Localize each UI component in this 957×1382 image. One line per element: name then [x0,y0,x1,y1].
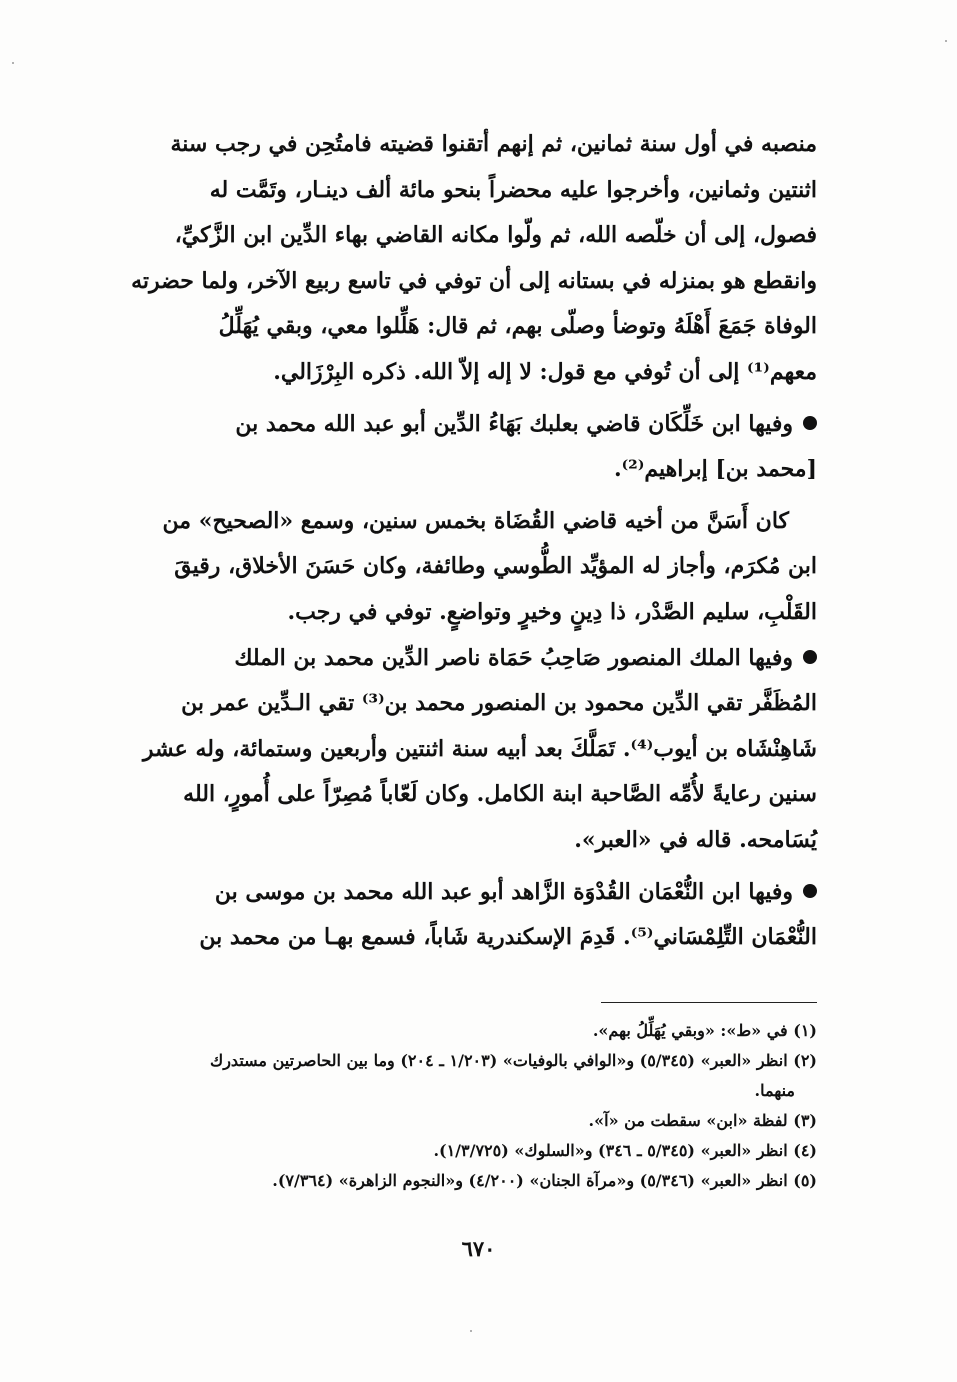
scan-speck [12,62,14,64]
footnote-2-continued: منهما. [754,1081,795,1100]
scan-speck [945,40,947,42]
page-number: ٦٧٠ [461,1236,496,1261]
footnotes [103,1016,817,1196]
scan-speck [470,1330,472,1332]
text-line: وانقطع هو بمنزله في بستانه إلى أن توفي في تاسع ربيع الآخر، ولما حضرته [131,267,817,294]
footnote-3: (٣) لفظة «ابن» سقطت من «آ». [588,1111,817,1130]
text-line: القَلْبِ، سليم الصَّدْر، ذا دِينٍ وخيرٍ وتواضعٍ. توفي في رجب. [287,598,817,625]
text-span: وفيها ابن النُّعْمَان القُدْوَة الزَّاهد أبو عبد الله محمد بن موسى بن [214,878,793,905]
text-line: سنين رعايةً لأُمِّه الصَّاحبة ابنة الكامل. وكان لَعّاباً مُصِرّاً على أُمورٍ، الله [183,781,817,808]
paragraph-5 [103,870,817,961]
text-line: الوفاة جَمَعَ أَهْلَهُ وتوضأ وصلّى بهم، ثم قال: هَلِّلوا معي، وبقي يُهَلِّلُ [218,313,817,340]
paragraph-3 [103,499,817,636]
text-span: وفيها ابن خَلِّكَان قاضي بعلبك بَهَاءُ الدِّين أبو عبد الله محمد بن [235,410,793,437]
main-text [103,122,817,961]
bullet-icon [803,650,817,664]
text-line: النُّعْمَان التِّلِمْسَاني⁽⁵⁾. قَدِمَ الإسكندرية شَاباً، فسمع بهـا من محمد بن [199,924,817,951]
text-line: شَاهِنْشَاه بن أيوب⁽⁴⁾. تَمَلَّكَ بعد أبيه سنة اثنتين وأربعين وستمائة، وله عشر [142,735,817,762]
footnote-4: (٤) انظر «العبر» (٥/٣٤٥ ـ ٣٤٦) و«السلوك» (١/٣/٧٢٥). [433,1141,817,1160]
text-line: فصول، إلى أن خلّصه الله، ثم ولّوا مكانه القاضي بهاء الدِّين ابن الزَّكيِّ، [174,222,817,249]
paragraph-1 [103,122,817,396]
footnote-5: (٥) انظر «العبر» (٥/٣٤٦) و«مرآة الجنان» (٤/٢٠٠) و«النجوم الزاهرة» (٧/٣٦٤). [272,1171,817,1190]
text-line [103,870,817,916]
text-line: [محمد بن] إبراهيم⁽²⁾. [613,456,817,483]
text-line: كان أَسَنَّ من أخيه قاضي القُضَاة بخمس سنين، وسمع «الصحيح» من [162,507,789,534]
text-line: ابن مُكرَم، وأجاز له المؤيِّد الطُّوسي وطائفة، وكان حَسَنَ الأخلاق، رقيقَ [174,553,817,580]
footnote-2: (٢) انظر «العبر» (٥/٣٤٥) و«الوافي بالوفيات» (١/٢٠٣ ـ ٢٠٤) وما بين الحاصرتين مستدرك [210,1051,817,1070]
paragraph-4 [103,636,817,864]
footnote-1: (١) في «ط»: «وبقي يُهَلِّلُ بهم». [592,1021,817,1040]
text-line: المُظَفَّر تقي الدِّين محمود بن المنصور محمد بن⁽³⁾ تقي الـدِّين عمر بن [181,690,817,717]
text-line [103,402,817,448]
text-span: وفيها الملك المنصور صَاحِبُ حَمَاة ناصر الدِّين محمد بن الملك [234,644,793,671]
text-line: معهم⁽¹⁾ إلى أن تُوفي مع قول: لا إله إلاّ الله. ذكره البِرْزَالي. [273,358,817,385]
bullet-icon [803,416,817,430]
text-line: منصبه في أول سنة ثمانين، ثم إنهم أتقنوا قضيته فامتُحِن في رجب سنة [170,131,817,157]
paragraph-2 [103,402,817,493]
text-line: يُسَامحه. قاله في «العبر». [574,826,817,853]
text-line [103,636,817,682]
text-line: اثنتين وثمانين، وأخرجوا عليه محضراً بنحو مائة ألف دينـار، وتَمَّت له [209,176,817,203]
footnote-separator [601,1002,817,1003]
bullet-icon [803,884,817,898]
